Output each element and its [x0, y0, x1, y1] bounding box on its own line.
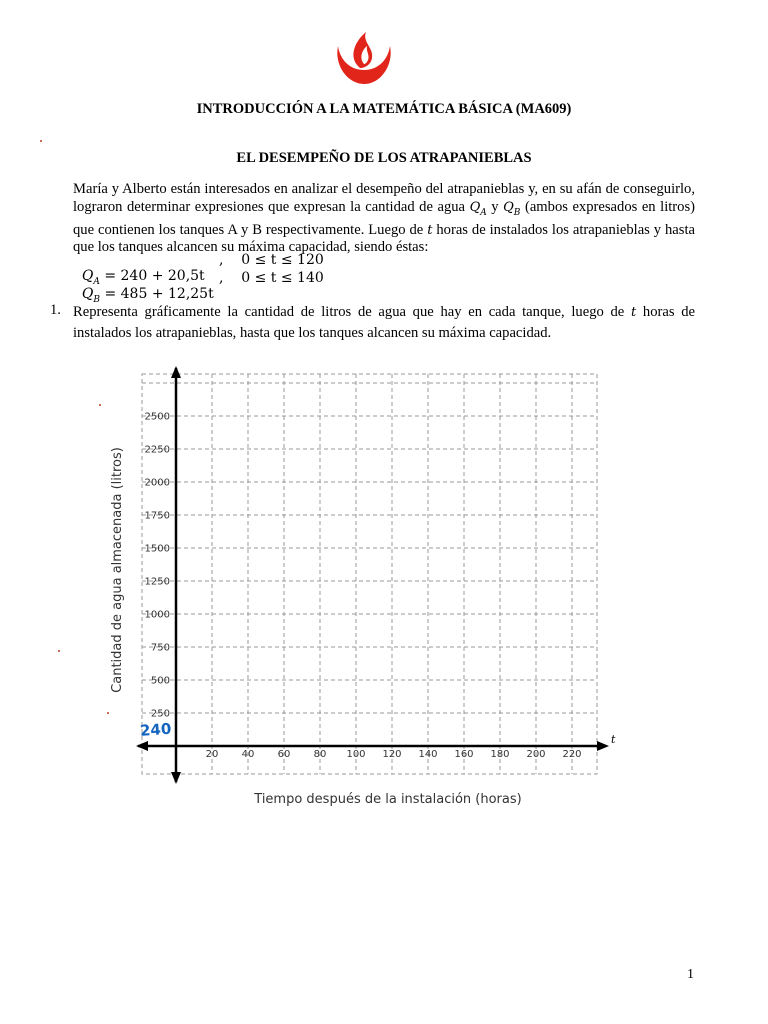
y-tick-label: 1000 — [144, 609, 170, 621]
y-tick-label: 1750 — [144, 510, 170, 522]
y-tick-label: 750 — [150, 642, 170, 654]
x-tick-label: 100 — [346, 749, 366, 760]
intro-paragraph: María y Alberto están interesados en analizar el desempeño del atrapanieblas y, en su afán de conseguirlo, lograron determinar expresiones que expresan la cantidad de agua $Q_A$ y $Q_B$ (ambos expresados en litros) que contienen los tanques A y B respectivamente. Luego de t horas de instalados los atrapanieblas y hasta que los tanques alcancen su máxima capacidad, siendo éstas: — [73, 181, 695, 256]
x-tick-label: 160 — [454, 749, 474, 760]
x-tick-label: 200 — [526, 749, 546, 760]
y-tick-label: 1500 — [144, 543, 170, 555]
grid-lines — [142, 374, 597, 774]
axes — [136, 366, 609, 784]
x-tick-label: 120 — [382, 749, 402, 760]
tick-labels — [145, 412, 582, 761]
y-tick-label: 1250 — [144, 576, 170, 588]
x-axis-arrow-left — [136, 741, 148, 751]
y-axis-label: Cantidad de agua almacenada (litros) — [110, 447, 125, 693]
x-tick-label: 40 — [241, 749, 255, 760]
grid-border — [142, 374, 597, 774]
stray-mark — [40, 140, 42, 142]
page-number: 1 — [687, 967, 694, 982]
y-axis-arrow-up — [171, 366, 181, 378]
stray-mark — [58, 650, 60, 652]
course-title: INTRODUCCIÓN A LA MATEMÁTICA BÁSICA (MA609) — [196, 101, 572, 117]
question-text: Representa gráficamente la cantidad de litros de agua que hay en cada tanque, luego de t horas de instalados los atrapanieblas, hasta que los tanques alcancen su máxima capacidad. — [73, 304, 696, 341]
y-axis-arrow-down — [171, 772, 181, 784]
x-tick-label: 220 — [562, 749, 582, 760]
x-tick-label: 20 — [205, 749, 219, 760]
y-tick-label: 500 — [150, 675, 170, 687]
question-number: 1. — [50, 302, 61, 318]
graph-grid-chart — [100, 360, 620, 820]
x-axis-arrow-right — [597, 741, 609, 751]
university-logo — [330, 28, 398, 86]
handwritten-240-mark: 240 — [139, 719, 172, 740]
y-tick-label: 2500 — [144, 411, 170, 423]
equation-qa: $Q_A = 240 + 20,5t$ , 0 ≤ t ≤ 120 — [81, 252, 324, 287]
x-tick-label: 80 — [313, 749, 327, 760]
equation-qb: $Q_B = 485 + 12,25t$ , 0 ≤ t ≤ 140 — [81, 270, 324, 305]
x-tick-label: 140 — [418, 749, 438, 760]
x-tick-label: 180 — [490, 749, 510, 760]
section-title: EL DESEMPEÑO DE LOS ATRAPANIEBLAS — [236, 150, 532, 166]
y-tick-label: 2250 — [144, 444, 170, 456]
x-axis-variable: t — [611, 733, 616, 746]
y-tick-label: 250 — [150, 708, 170, 720]
y-tick-label: 2000 — [144, 477, 170, 489]
x-tick-label: 60 — [277, 749, 291, 760]
x-axis-label: Tiempo después de la instalación (horas) — [254, 792, 522, 807]
